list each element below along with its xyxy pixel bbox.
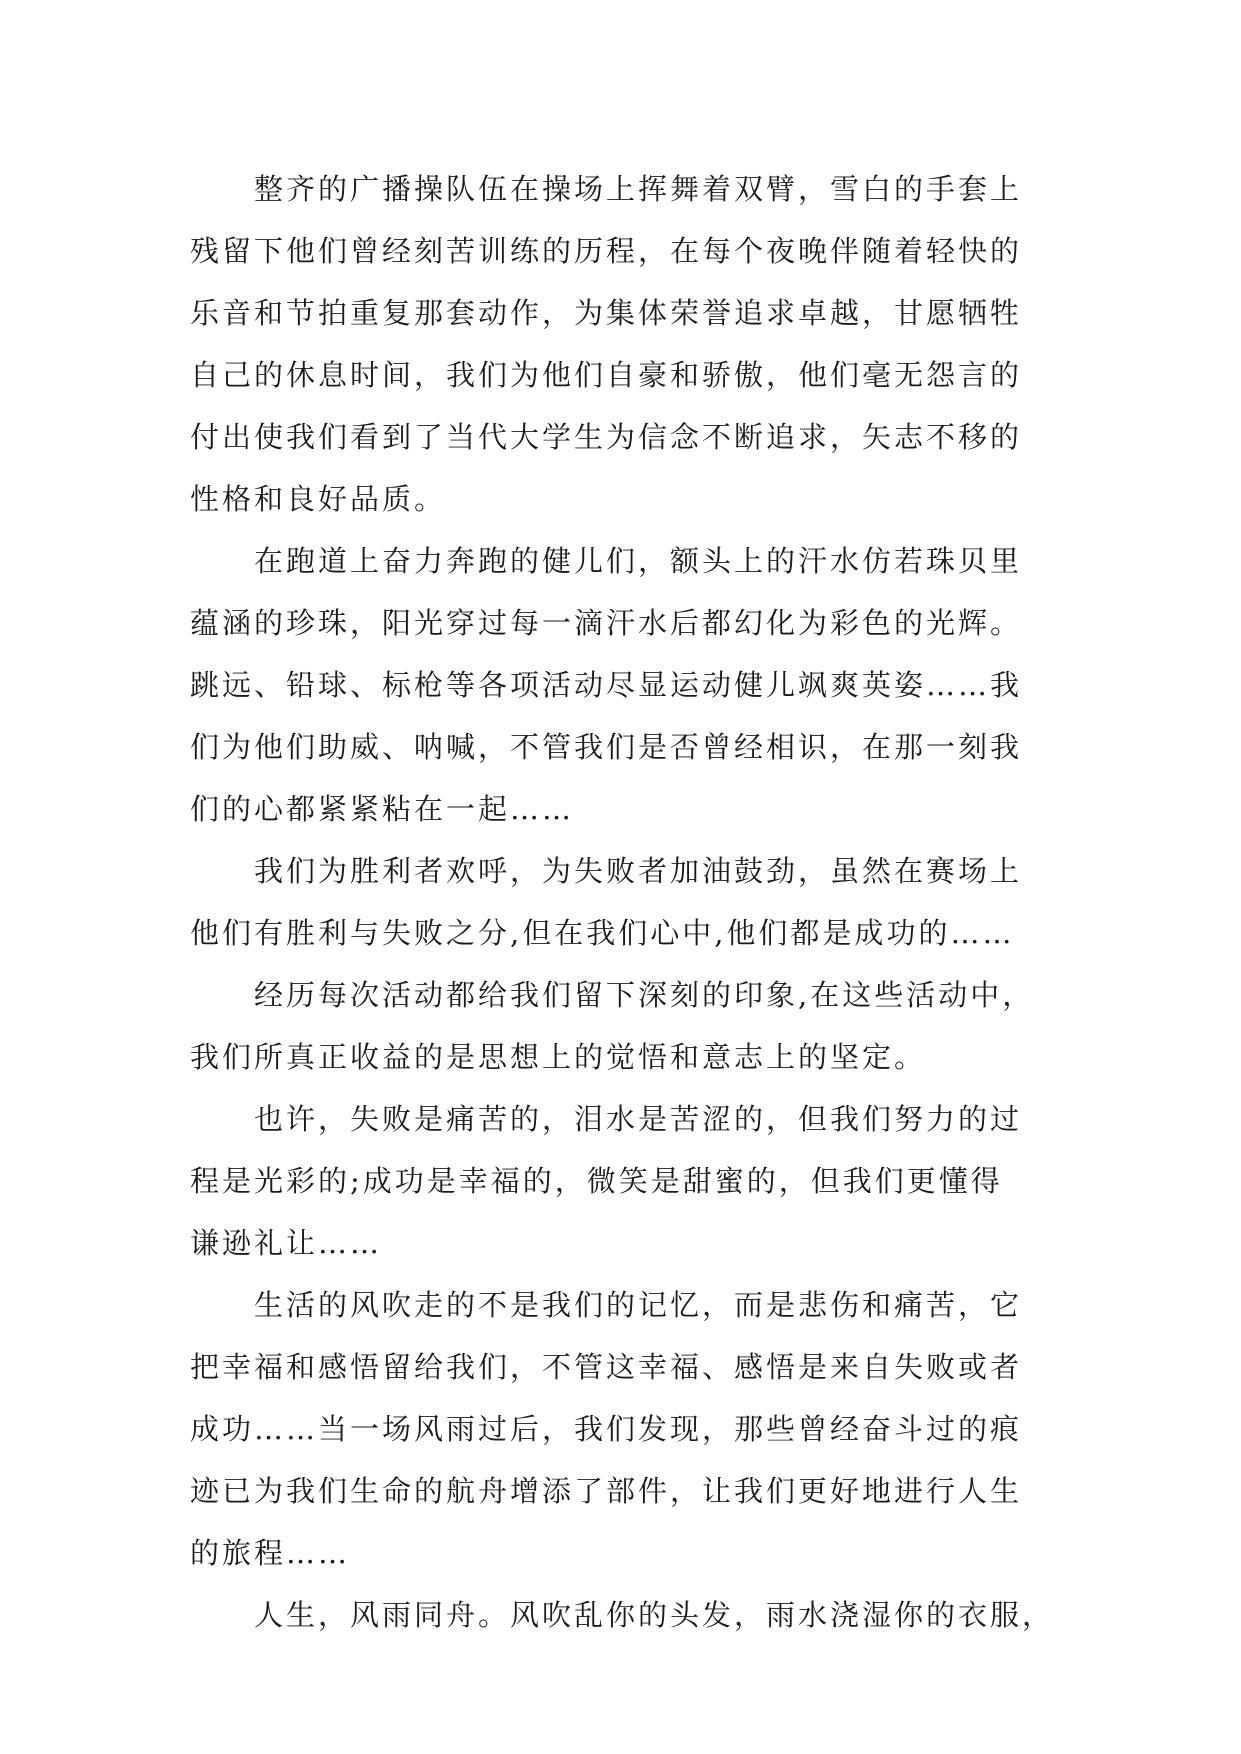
text-line: 迹已为我们生命的航舟增添了部件，让我们更好地进行人生 — [190, 1474, 1023, 1508]
text-line: 残留下他们曾经刻苦训练的历程，在每个夜晚伴随着轻快的 — [190, 234, 1023, 268]
text-line: 人生，风雨同舟。风吹乱你的头发，雨水浇湿你的衣服， — [254, 1598, 1055, 1632]
text-line: 我们为胜利者欢呼，为失败者加油鼓劲，虽然在赛场上 — [254, 854, 1023, 888]
text-line: 蕴涵的珍珠，阳光穿过每一滴汗水后都幻化为彩色的光辉。 — [190, 606, 1023, 640]
text-line: 们的心都紧紧粘在一起…… — [190, 792, 575, 826]
text-line: 自己的休息时间，我们为他们自豪和骄傲，他们毫无怨言的 — [190, 358, 1023, 392]
text-line: 也许，失败是痛苦的，泪水是苦涩的，但我们努力的过 — [254, 1102, 1023, 1136]
text-line: 性格和良好品质。 — [190, 482, 447, 516]
text-line: 乐音和节拍重复那套动作，为集体荣誉追求卓越，甘愿牺牲 — [190, 296, 1023, 330]
text-line: 谦逊礼让…… — [190, 1226, 383, 1260]
text-line: 把幸福和感悟留给我们，不管这幸福、感悟是来自失败或者 — [190, 1350, 1023, 1384]
body-text — [190, 158, 1060, 1646]
text-line: 成功……当一场风雨过后，我们发现，那些曾经奋斗过的痕 — [190, 1412, 1023, 1446]
text-line: 程是光彩的;成功是幸福的，微笑是甜蜜的，但我们更懂得 — [190, 1164, 1003, 1198]
text-line: 经历每次活动都给我们留下深刻的印象,在这些活动中， — [254, 978, 1035, 1012]
text-line: 他们有胜利与失败之分,但在我们心中,他们都是成功的…… — [190, 916, 1015, 950]
text-line: 付出使我们看到了当代大学生为信念不断追求，矢志不移的 — [190, 420, 1023, 454]
text-line: 在跑道上奋力奔跑的健儿们，额头上的汗水仿若珠贝里 — [254, 544, 1023, 578]
text-line: 的旅程…… — [190, 1536, 351, 1570]
text-line: 整齐的广播操队伍在操场上挥舞着双臂，雪白的手套上 — [254, 172, 1023, 206]
text-line: 们为他们助威、呐喊，不管我们是否曾经相识，在那一刻我 — [190, 730, 1023, 764]
text-line: 跳远、铅球、标枪等各项活动尽显运动健儿飒爽英姿……我 — [190, 668, 1023, 702]
text-line: 我们所真正收益的是思想上的觉悟和意志上的坚定。 — [190, 1040, 927, 1074]
text-line: 生活的风吹走的不是我们的记忆，而是悲伤和痛苦，它 — [254, 1288, 1023, 1322]
